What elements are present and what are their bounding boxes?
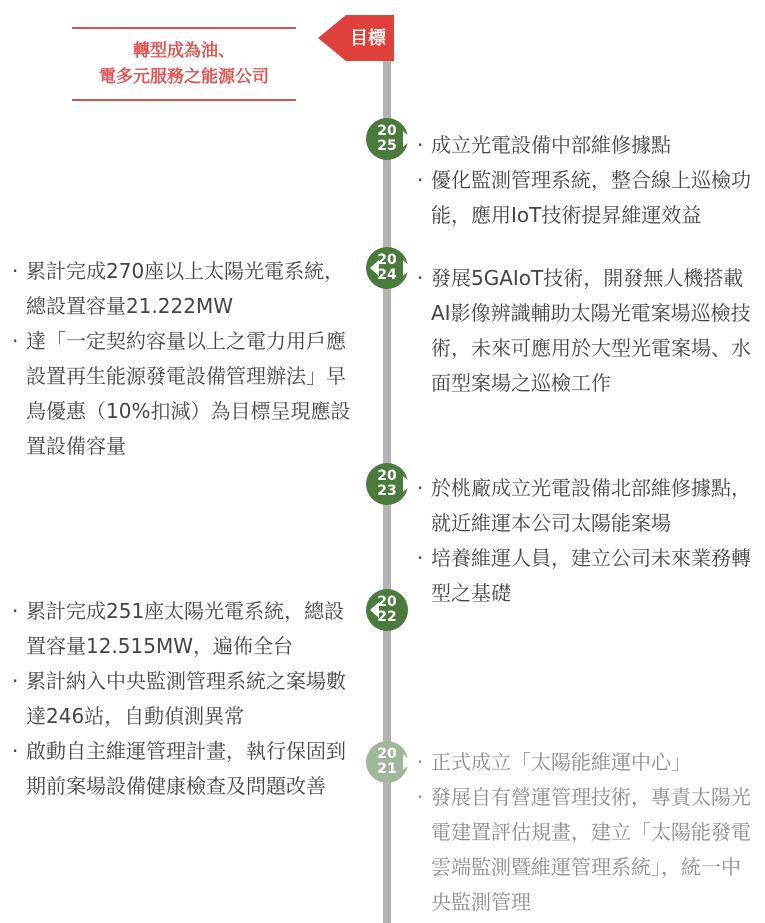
arrow-left-icon (370, 602, 379, 618)
goal-box (72, 27, 296, 101)
year-badge-2025 (366, 118, 408, 160)
list-item: · 培養維運人員，建立公司未來業務轉型之基礎 (417, 541, 757, 611)
goal-line-2: 電多元服務之能源公司 (99, 67, 269, 87)
year-2024-top: 20 (377, 252, 397, 268)
year-2022-bottom: 22 (377, 609, 397, 625)
milestone-2023-items (417, 471, 757, 611)
milestone-2025-items (417, 128, 757, 233)
list-item: · 於桃廠成立光電設備北部維修據點，就近維運本公司太陽能案場 (417, 471, 757, 541)
list-item: · 累計完成251座太陽光電系統，總設置容量12.515MW，遍佈全台 (12, 594, 352, 664)
list-item: · 發展5GAIoT技術，開發無人機搭載AI影像辨識輔助太陽光電案場巡檢技術，未來可應用於大型光電案場、水面型案場之巡檢工作 (417, 261, 757, 401)
list-item: · 累計完成270座以上太陽光電系統，總設置容量21.222MW (12, 254, 352, 324)
milestone-2024-right-items (417, 261, 757, 401)
list-item: · 累計納入中央監測管理系統之案場數達246站，自動偵測異常 (12, 664, 352, 734)
arrow-right-icon (403, 476, 412, 492)
year-2023-bottom: 23 (377, 483, 397, 499)
list-item: · 正式成立「太陽能維運中心」 (417, 745, 757, 780)
milestone-2022-items (12, 594, 352, 804)
year-2021-bottom: 21 (377, 761, 397, 777)
year-badge-2021 (366, 741, 408, 783)
list-item: · 啟動自主維運管理計畫，執行保固到期前案場設備健康檢查及問題改善 (12, 734, 352, 804)
milestone-2024-left-items (12, 254, 352, 464)
arrow-right-icon (403, 754, 412, 770)
list-item: · 發展自有營運管理技術，專責太陽光電建置評估規畫，建立「太陽能發電雲端監測暨維運管理系統」，統一中央監測管理 (417, 780, 757, 920)
milestone-2021-items (417, 745, 757, 920)
arrow-left-icon (370, 260, 379, 276)
year-2023-top: 20 (377, 468, 397, 484)
arrow-right-icon (403, 260, 412, 276)
list-item: · 達「一定契約容量以上之電力用戶應設置再生能源發電設備管理辦法」早鳥優惠（10%扣減）為目標呈現應設置設備容量 (12, 324, 352, 464)
year-2021-top: 20 (377, 746, 397, 762)
goal-line-1: 轉型成為油、 (133, 41, 235, 61)
list-item: · 成立光電設備中部維修據點 (417, 128, 757, 163)
list-item: · 優化監測管理系統，整合線上巡檢功能，應用IoT技術提昇維運效益 (417, 163, 757, 233)
year-2022-top: 20 (377, 594, 397, 610)
year-2025-top: 20 (377, 123, 397, 139)
year-2024-bottom: 24 (377, 267, 397, 283)
goal-flag-label: 目標 (350, 28, 386, 49)
year-badge-2023 (366, 463, 408, 505)
year-2025-bottom: 25 (377, 138, 397, 154)
arrow-right-icon (403, 131, 412, 147)
